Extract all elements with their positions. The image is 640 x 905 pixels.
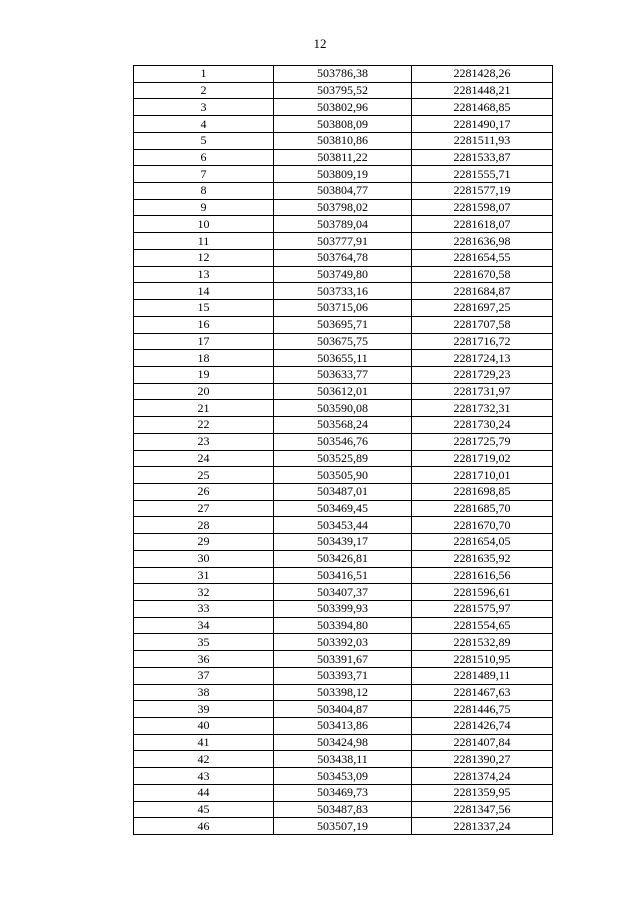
x-coordinate-cell: 503810,86 [274,132,412,149]
table-row [134,734,553,751]
x-coordinate-cell: 503487,01 [274,483,412,500]
point-number-cell: 35 [134,634,274,651]
table-row [134,651,553,668]
x-coordinate-cell: 503392,03 [274,634,412,651]
table-row [134,417,553,434]
x-coordinate-cell: 503612,01 [274,383,412,400]
y-coordinate-cell: 2281730,24 [412,417,553,434]
x-coordinate-cell: 503715,06 [274,300,412,317]
x-coordinate-cell: 503407,37 [274,584,412,601]
x-coordinate-cell: 503808,09 [274,116,412,133]
point-number-cell: 27 [134,500,274,517]
table-row [134,316,553,333]
point-number-cell: 5 [134,132,274,149]
y-coordinate-cell: 2281489,11 [412,667,553,684]
y-coordinate-cell: 2281426,74 [412,718,553,735]
point-number-cell: 21 [134,400,274,417]
x-coordinate-cell: 503546,76 [274,433,412,450]
point-number-cell: 15 [134,300,274,317]
table-row [134,534,553,551]
point-number-cell: 46 [134,818,274,835]
point-number-cell: 12 [134,249,274,266]
point-number-cell: 9 [134,199,274,216]
x-coordinate-cell: 503798,02 [274,199,412,216]
y-coordinate-cell: 2281710,01 [412,467,553,484]
table-row [134,283,553,300]
point-number-cell: 26 [134,483,274,500]
y-coordinate-cell: 2281446,75 [412,701,553,718]
x-coordinate-cell: 503525,89 [274,450,412,467]
table-row [134,433,553,450]
table-row [134,199,553,216]
y-coordinate-cell: 2281729,23 [412,366,553,383]
x-coordinate-cell: 503804,77 [274,183,412,200]
point-number-cell: 32 [134,584,274,601]
point-number-cell: 38 [134,684,274,701]
y-coordinate-cell: 2281359,95 [412,784,553,801]
y-coordinate-cell: 2281511,93 [412,132,553,149]
table-row [134,818,553,835]
table-row [134,567,553,584]
point-number-cell: 40 [134,718,274,735]
y-coordinate-cell: 2281707,58 [412,316,553,333]
point-number-cell: 2 [134,82,274,99]
x-coordinate-cell: 503439,17 [274,534,412,551]
y-coordinate-cell: 2281490,17 [412,116,553,133]
x-coordinate-cell: 503789,04 [274,216,412,233]
y-coordinate-cell: 2281533,87 [412,149,553,166]
y-coordinate-cell: 2281448,21 [412,82,553,99]
x-coordinate-cell: 503633,77 [274,366,412,383]
y-coordinate-cell: 2281635,92 [412,550,553,567]
y-coordinate-cell: 2281598,07 [412,199,553,216]
table-row [134,500,553,517]
y-coordinate-cell: 2281732,31 [412,400,553,417]
x-coordinate-cell: 503426,81 [274,550,412,567]
table-row [134,550,553,567]
y-coordinate-cell: 2281407,84 [412,734,553,751]
y-coordinate-cell: 2281618,07 [412,216,553,233]
y-coordinate-cell: 2281716,72 [412,333,553,350]
x-coordinate-cell: 503809,19 [274,166,412,183]
y-coordinate-cell: 2281616,56 [412,567,553,584]
y-coordinate-cell: 2281428,26 [412,66,553,83]
y-coordinate-cell: 2281532,89 [412,634,553,651]
y-coordinate-cell: 2281467,63 [412,684,553,701]
point-number-cell: 17 [134,333,274,350]
x-coordinate-cell: 503777,91 [274,233,412,250]
point-number-cell: 43 [134,768,274,785]
x-coordinate-cell: 503404,87 [274,701,412,718]
point-number-cell: 4 [134,116,274,133]
point-number-cell: 39 [134,701,274,718]
point-number-cell: 16 [134,316,274,333]
table-row [134,801,553,818]
x-coordinate-cell: 503733,16 [274,283,412,300]
table-row [134,149,553,166]
table-row [134,99,553,116]
table-row [134,249,553,266]
x-coordinate-cell: 503811,22 [274,149,412,166]
x-coordinate-cell: 503590,08 [274,400,412,417]
table-row [134,684,553,701]
table-row [134,183,553,200]
point-number-cell: 10 [134,216,274,233]
point-number-cell: 45 [134,801,274,818]
table-row [134,166,553,183]
point-number-cell: 24 [134,450,274,467]
x-coordinate-cell: 503453,09 [274,768,412,785]
table-row [134,634,553,651]
point-number-cell: 20 [134,383,274,400]
table-row [134,718,553,735]
x-coordinate-cell: 503469,73 [274,784,412,801]
coordinates-table-body [134,66,553,835]
coordinates-table [133,65,553,835]
point-number-cell: 37 [134,667,274,684]
page-number: 12 [313,36,327,51]
x-coordinate-cell: 503413,86 [274,718,412,735]
point-number-cell: 11 [134,233,274,250]
point-number-cell: 42 [134,751,274,768]
y-coordinate-cell: 2281468,85 [412,99,553,116]
point-number-cell: 28 [134,517,274,534]
table-row [134,601,553,618]
table-row [134,350,553,367]
table-row [134,383,553,400]
table-row [134,667,553,684]
x-coordinate-cell: 503487,83 [274,801,412,818]
point-number-cell: 19 [134,366,274,383]
x-coordinate-cell: 503393,71 [274,667,412,684]
table-row [134,300,553,317]
table-row [134,751,553,768]
table-row [134,82,553,99]
y-coordinate-cell: 2281719,02 [412,450,553,467]
table-row [134,584,553,601]
x-coordinate-cell: 503453,44 [274,517,412,534]
x-coordinate-cell: 503568,24 [274,417,412,434]
table-row [134,701,553,718]
x-coordinate-cell: 503469,45 [274,500,412,517]
x-coordinate-cell: 503398,12 [274,684,412,701]
y-coordinate-cell: 2281577,19 [412,183,553,200]
x-coordinate-cell: 503655,11 [274,350,412,367]
x-coordinate-cell: 503795,52 [274,82,412,99]
point-number-cell: 31 [134,567,274,584]
x-coordinate-cell: 503507,19 [274,818,412,835]
x-coordinate-cell: 503505,90 [274,467,412,484]
table-row [134,216,553,233]
x-coordinate-cell: 503416,51 [274,567,412,584]
point-number-cell: 13 [134,266,274,283]
table-row [134,132,553,149]
x-coordinate-cell: 503438,11 [274,751,412,768]
x-coordinate-cell: 503399,93 [274,601,412,618]
table-row [134,467,553,484]
point-number-cell: 23 [134,433,274,450]
table-row [134,266,553,283]
x-coordinate-cell: 503802,96 [274,99,412,116]
table-row [134,333,553,350]
x-coordinate-cell: 503394,80 [274,617,412,634]
y-coordinate-cell: 2281725,79 [412,433,553,450]
y-coordinate-cell: 2281596,61 [412,584,553,601]
y-coordinate-cell: 2281390,27 [412,751,553,768]
y-coordinate-cell: 2281698,85 [412,483,553,500]
x-coordinate-cell: 503391,67 [274,651,412,668]
y-coordinate-cell: 2281654,55 [412,249,553,266]
table-row [134,483,553,500]
table-row [134,116,553,133]
point-number-cell: 30 [134,550,274,567]
y-coordinate-cell: 2281670,58 [412,266,553,283]
table-row [134,784,553,801]
y-coordinate-cell: 2281555,71 [412,166,553,183]
x-coordinate-cell: 503675,75 [274,333,412,350]
point-number-cell: 22 [134,417,274,434]
y-coordinate-cell: 2281510,95 [412,651,553,668]
table-row [134,366,553,383]
x-coordinate-cell: 503764,78 [274,249,412,266]
table-row [134,233,553,250]
y-coordinate-cell: 2281684,87 [412,283,553,300]
x-coordinate-cell: 503695,71 [274,316,412,333]
point-number-cell: 6 [134,149,274,166]
y-coordinate-cell: 2281654,05 [412,534,553,551]
x-coordinate-cell: 503749,80 [274,266,412,283]
point-number-cell: 29 [134,534,274,551]
point-number-cell: 41 [134,734,274,751]
y-coordinate-cell: 2281347,56 [412,801,553,818]
point-number-cell: 18 [134,350,274,367]
point-number-cell: 36 [134,651,274,668]
point-number-cell: 33 [134,601,274,618]
table-row [134,400,553,417]
y-coordinate-cell: 2281685,70 [412,500,553,517]
table-row [134,66,553,83]
point-number-cell: 3 [134,99,274,116]
y-coordinate-cell: 2281374,24 [412,768,553,785]
y-coordinate-cell: 2281636,98 [412,233,553,250]
point-number-cell: 1 [134,66,274,83]
x-coordinate-cell: 503424,98 [274,734,412,751]
y-coordinate-cell: 2281697,25 [412,300,553,317]
point-number-cell: 8 [134,183,274,200]
point-number-cell: 25 [134,467,274,484]
y-coordinate-cell: 2281337,24 [412,818,553,835]
table-row [134,517,553,534]
point-number-cell: 44 [134,784,274,801]
point-number-cell: 34 [134,617,274,634]
x-coordinate-cell: 503786,38 [274,66,412,83]
y-coordinate-cell: 2281575,97 [412,601,553,618]
y-coordinate-cell: 2281670,70 [412,517,553,534]
table-row [134,450,553,467]
y-coordinate-cell: 2281731,97 [412,383,553,400]
table-row [134,768,553,785]
point-number-cell: 14 [134,283,274,300]
table-row [134,617,553,634]
point-number-cell: 7 [134,166,274,183]
y-coordinate-cell: 2281554,65 [412,617,553,634]
y-coordinate-cell: 2281724,13 [412,350,553,367]
